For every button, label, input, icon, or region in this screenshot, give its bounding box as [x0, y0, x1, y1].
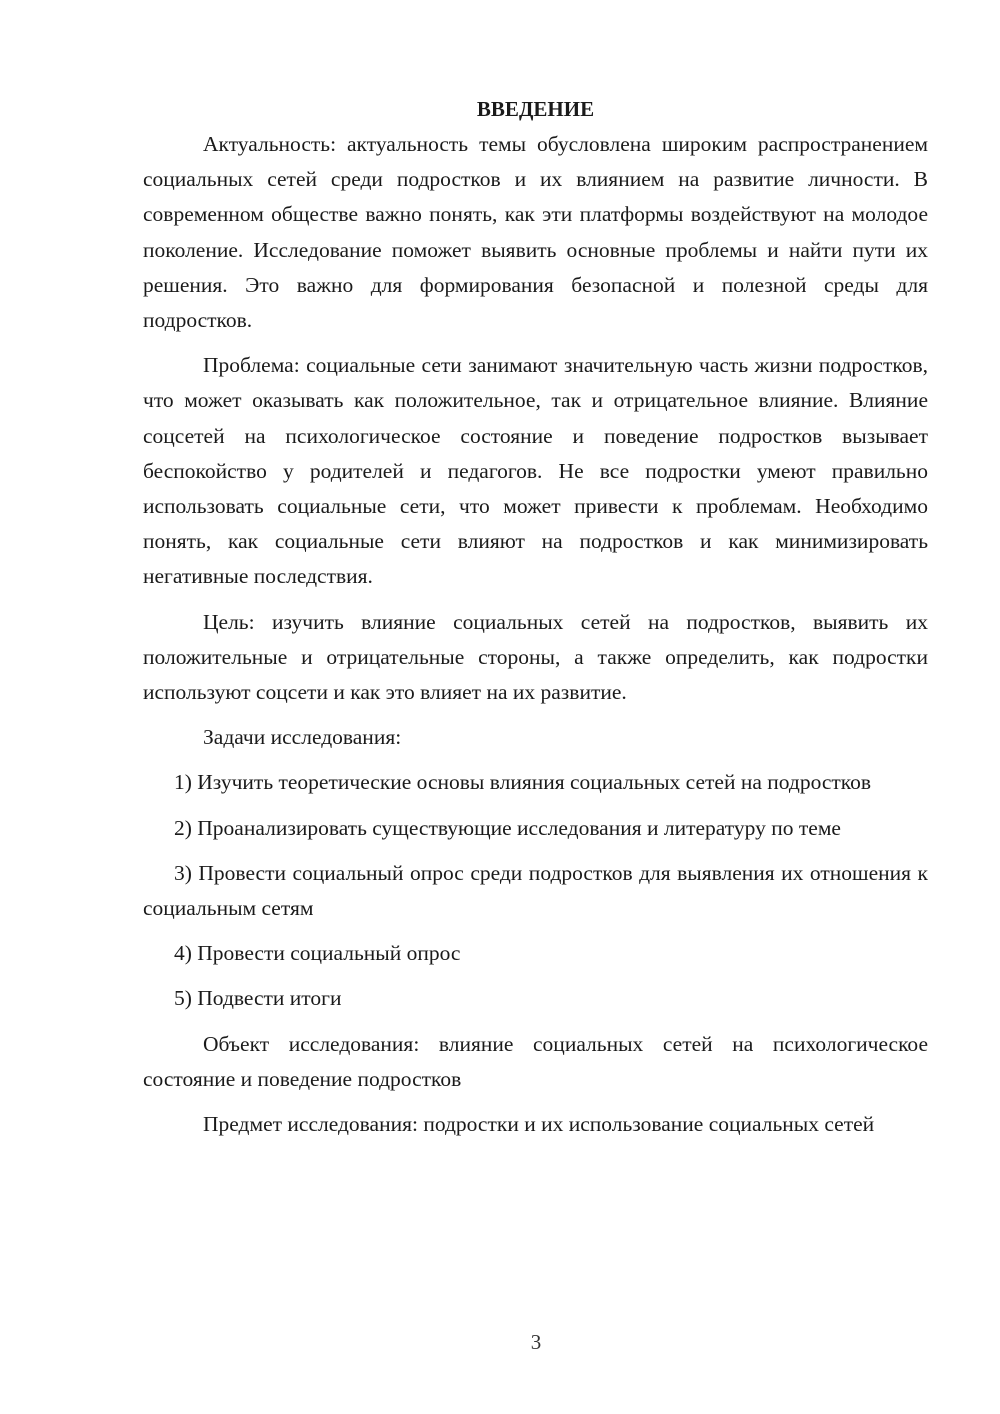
task-item-2: 2) Проанализировать существующие исследования и литературу по теме: [174, 815, 841, 840]
task-item-3: 3) Провести социальный опрос среди подростков для выявления их отношения к социальным сетям: [143, 860, 928, 921]
paragraph-relevance: Актуальность: актуальность темы обусловлена широким распространением социальных сетей среди подростков и их влиянием на развитие личности. В современном обществе важно понять, как эти платформы воздействуют на молодое поколение. Исследование поможет выявить основные проблемы и найти пути их решения. Это важно для формирования безопасной и полезной среды для подростков.: [143, 132, 928, 333]
page-number: 3: [530, 1330, 542, 1354]
section-title: ВВЕДЕНИЕ: [476, 97, 595, 121]
paragraph-object: Объект исследования: влияние социальных сетей на психологическое состояние и поведение подростков: [143, 1031, 928, 1091]
paragraph-subject: Предмет исследования: подростки и их использование социальных сетей: [203, 1112, 875, 1137]
paragraph-problem: Проблема: социальные сети занимают значительную часть жизни подростков, что может оказывать как положительное, так и отрицательное влияние. Влияние соцсетей на психологическое состояние и поведение подростков вызывает беспокойство у родителей и педагогов. Не все подростки умеют правильно использовать социальные сети, что может привести к проблемам. Необходимо понять, как социальные сети влияют на подростков и как минимизировать негативные последствия.: [143, 353, 928, 589]
paragraph-goal: Цель: изучить влияние социальных сетей на подростков, выявить их положительные и отрицательные стороны, а также определить, как подростки используют соцсети и как это влияет на их развитие.: [143, 609, 928, 705]
task-item-4: 4) Провести социальный опрос: [174, 941, 461, 966]
tasks-heading: Задачи исследования:: [203, 725, 402, 750]
task-item-5: 5) Подвести итоги: [174, 986, 342, 1011]
task-item-1: 1) Изучить теоретические основы влияния социальных сетей на подростков: [174, 770, 872, 795]
document-page: [143, 92, 928, 1142]
